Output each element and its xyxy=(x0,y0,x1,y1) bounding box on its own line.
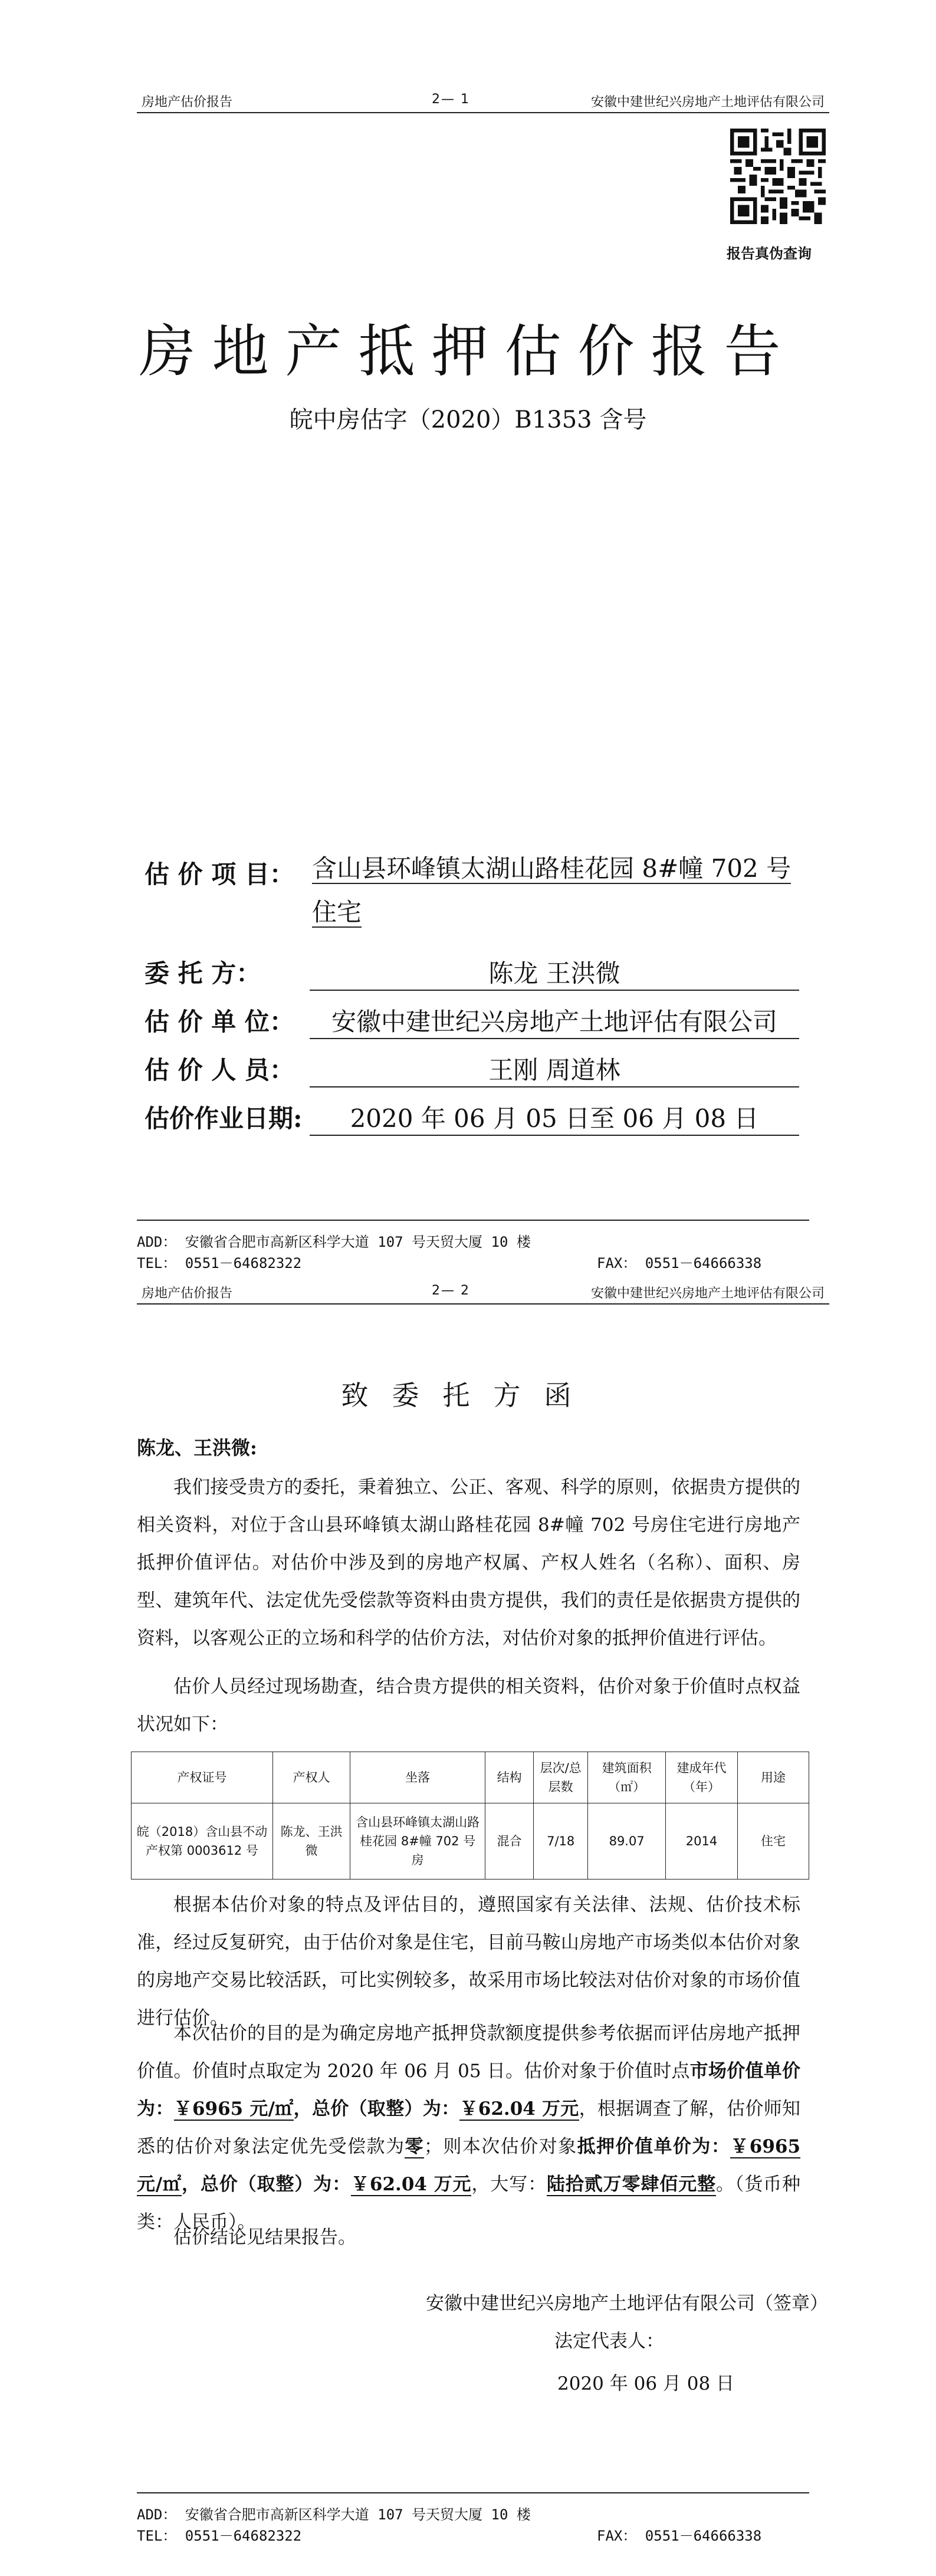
table-header-row xyxy=(132,1752,809,1803)
letter-page xyxy=(0,1280,936,2576)
property-rights-table xyxy=(131,1752,809,1880)
table-header-cell: 结构 xyxy=(485,1752,534,1803)
page-header xyxy=(137,88,829,113)
letter-addressee: 陈龙、王洪微: xyxy=(137,1437,257,1459)
footer-fax: FAX： 0551－64666338 xyxy=(597,2528,762,2544)
mortgage-unit-price: ￥6965 元/㎡ xyxy=(137,2136,801,2195)
market-total-price: ￥62.04 万元 xyxy=(459,2098,579,2120)
mortgage-total-in-words: 陆拾贰万零肆佰元整 xyxy=(546,2174,716,2195)
priority-claims: 零 xyxy=(405,2136,424,2157)
field-label: 估 价 项 目： xyxy=(144,860,294,889)
table-header-cell: 用途 xyxy=(737,1752,809,1803)
signature-date: 2020 年 06 月 08 日 xyxy=(557,2373,735,2394)
table-cell-certificate-no: 皖（2018）含山县不动产权第 0003612 号 xyxy=(132,1803,273,1880)
market-unit-price: ￥6965 元/㎡ xyxy=(173,2098,294,2120)
table-cell-owner: 陈龙、王洪微 xyxy=(272,1803,350,1880)
footer-telephone: TEL： 0551－64682322 xyxy=(137,2528,302,2544)
field-value-client: 陈龙 王洪微 xyxy=(310,954,799,991)
report-document-number: 皖中房估字（2020）B1353 含号 xyxy=(289,406,647,433)
header-company-name: 安徽中建世纪兴房地产土地评估有限公司 xyxy=(590,1286,825,1301)
letter-paragraph-2: 估价人员经过现场勘查，结合贵方提供的相关资料，估价对象于价值时点权益状况如下： xyxy=(137,1676,800,1735)
field-label: 估 价 单 位： xyxy=(144,1007,294,1036)
footer-address: ADD： 安徽省合肥市高新区科学大道 107 号天贸大厦 10 楼 xyxy=(137,1234,531,1250)
letter-paragraph-4: 本次估价的目的是为确定房地产抵押贷款额度提供参考依据而评估房地产抵押价值。价值时点取定为 2020 年 06 月 05 日。估价对象于价值时点市场价值单价为：￥6965 元/㎡，总价（取整）为：￥62.04 万元，根据调查了解，估价师知悉的估价对象法定优先受偿款为零；则本次估价对象抵押价值单价为：￥6965 元/㎡，总价（取整）为：￥62.04 万元，大写：陆拾贰万零肆佰元整。（货币种类：人民币）。 xyxy=(137,2023,801,2233)
table-cell-location: 含山县环峰镇太湖山路桂花园 8#幢 702 号房 xyxy=(350,1803,485,1880)
table-cell-usage: 住宅 xyxy=(737,1803,809,1880)
table-cell-structure: 混合 xyxy=(485,1803,534,1880)
header-page-number: 2— 1 xyxy=(432,92,470,107)
table-header-cell: 坐落 xyxy=(350,1752,485,1803)
table-header-cell: 建筑面积（㎡） xyxy=(588,1752,666,1803)
footer-fax: FAX： 0551－64666338 xyxy=(597,1255,762,1271)
footer-divider xyxy=(137,2492,809,2493)
table-header-cell: 产权人 xyxy=(272,1752,350,1803)
field-label: 估价作业日期: xyxy=(144,1104,303,1133)
letter-paragraph-3: 根据本估价对象的特点及评估目的，遵照国家有关法律、法规、估价技术标准，经过反复研究，由于估价对象是住宅，目前马鞍山房地产市场类似本估价对象的房地产交易比较活跃，可比实例较多，故采用市场比较法对估价对象的市场价值进行估价。 xyxy=(137,1894,800,2029)
field-value-appraisers: 王刚 周道林 xyxy=(310,1051,799,1087)
table-cell-floor: 7/18 xyxy=(534,1803,588,1880)
signature-company: 安徽中建世纪兴房地产土地评估有限公司（签章） xyxy=(426,2293,828,2314)
letter-paragraph-5: 估价结论见结果报告。 xyxy=(173,2227,356,2248)
letter-paragraph-1: 我们接受贵方的委托，秉着独立、公正、客观、科学的原则，依据贵方提供的相关资料，对位于含山县环峰镇太湖山路桂花园 8#幢 702 号房住宅进行房地产抵押价值评估。对估价中涉及到的房地产权属、产权人姓名（名称）、面积、房型、建筑年代、法定优先受偿款等资料由贵方提供，我们的责任是依据贵方提供的资料，以客观公正的立场和科学的估价方法，对估价对象的抵押价值进行评估。 xyxy=(137,1477,800,1649)
table-header-cell: 建成年代（年） xyxy=(666,1752,738,1803)
mortgage-total-price: ￥62.04 万元 xyxy=(351,2174,472,2195)
report-cover-page xyxy=(0,0,936,1280)
table-row xyxy=(132,1803,809,1880)
field-value-appraiser-firm: 安徽中建世纪兴房地产土地评估有限公司 xyxy=(310,1003,799,1039)
table-cell-area: 89.07 xyxy=(588,1803,666,1880)
footer-divider xyxy=(137,1220,809,1221)
footer-telephone: TEL： 0551－64682322 xyxy=(137,1255,302,1271)
header-left-title: 房地产估价报告 xyxy=(142,95,233,110)
qr-code-label: 报告真伪查询 xyxy=(727,245,812,262)
qr-code-icon[interactable] xyxy=(730,129,826,224)
header-company-name: 安徽中建世纪兴房地产土地评估有限公司 xyxy=(590,95,825,110)
footer-address: ADD： 安徽省合肥市高新区科学大道 107 号天贸大厦 10 楼 xyxy=(137,2506,531,2523)
page-header xyxy=(137,1280,829,1305)
table-header-cell: 产权证号 xyxy=(132,1752,273,1803)
field-value-project: 含山县环峰镇太湖山路桂花园 8#幢 702 号住宅 xyxy=(312,854,792,926)
field-value-work-dates: 2020 年 06 月 05 日至 06 月 08 日 xyxy=(310,1099,799,1136)
table-header-cell: 层次/总层数 xyxy=(534,1752,588,1803)
header-page-number: 2— 2 xyxy=(432,1283,470,1298)
letter-title: 致委托方函 xyxy=(341,1379,595,1411)
table-cell-year-built: 2014 xyxy=(666,1803,738,1880)
header-left-title: 房地产估价报告 xyxy=(142,1286,233,1301)
signature-legal-representative: 法定代表人： xyxy=(554,2331,664,2352)
field-label: 委 托 方： xyxy=(144,959,261,988)
field-label: 估 价 人 员： xyxy=(144,1056,294,1085)
report-title: 房地产抵押估价报告 xyxy=(139,318,797,385)
